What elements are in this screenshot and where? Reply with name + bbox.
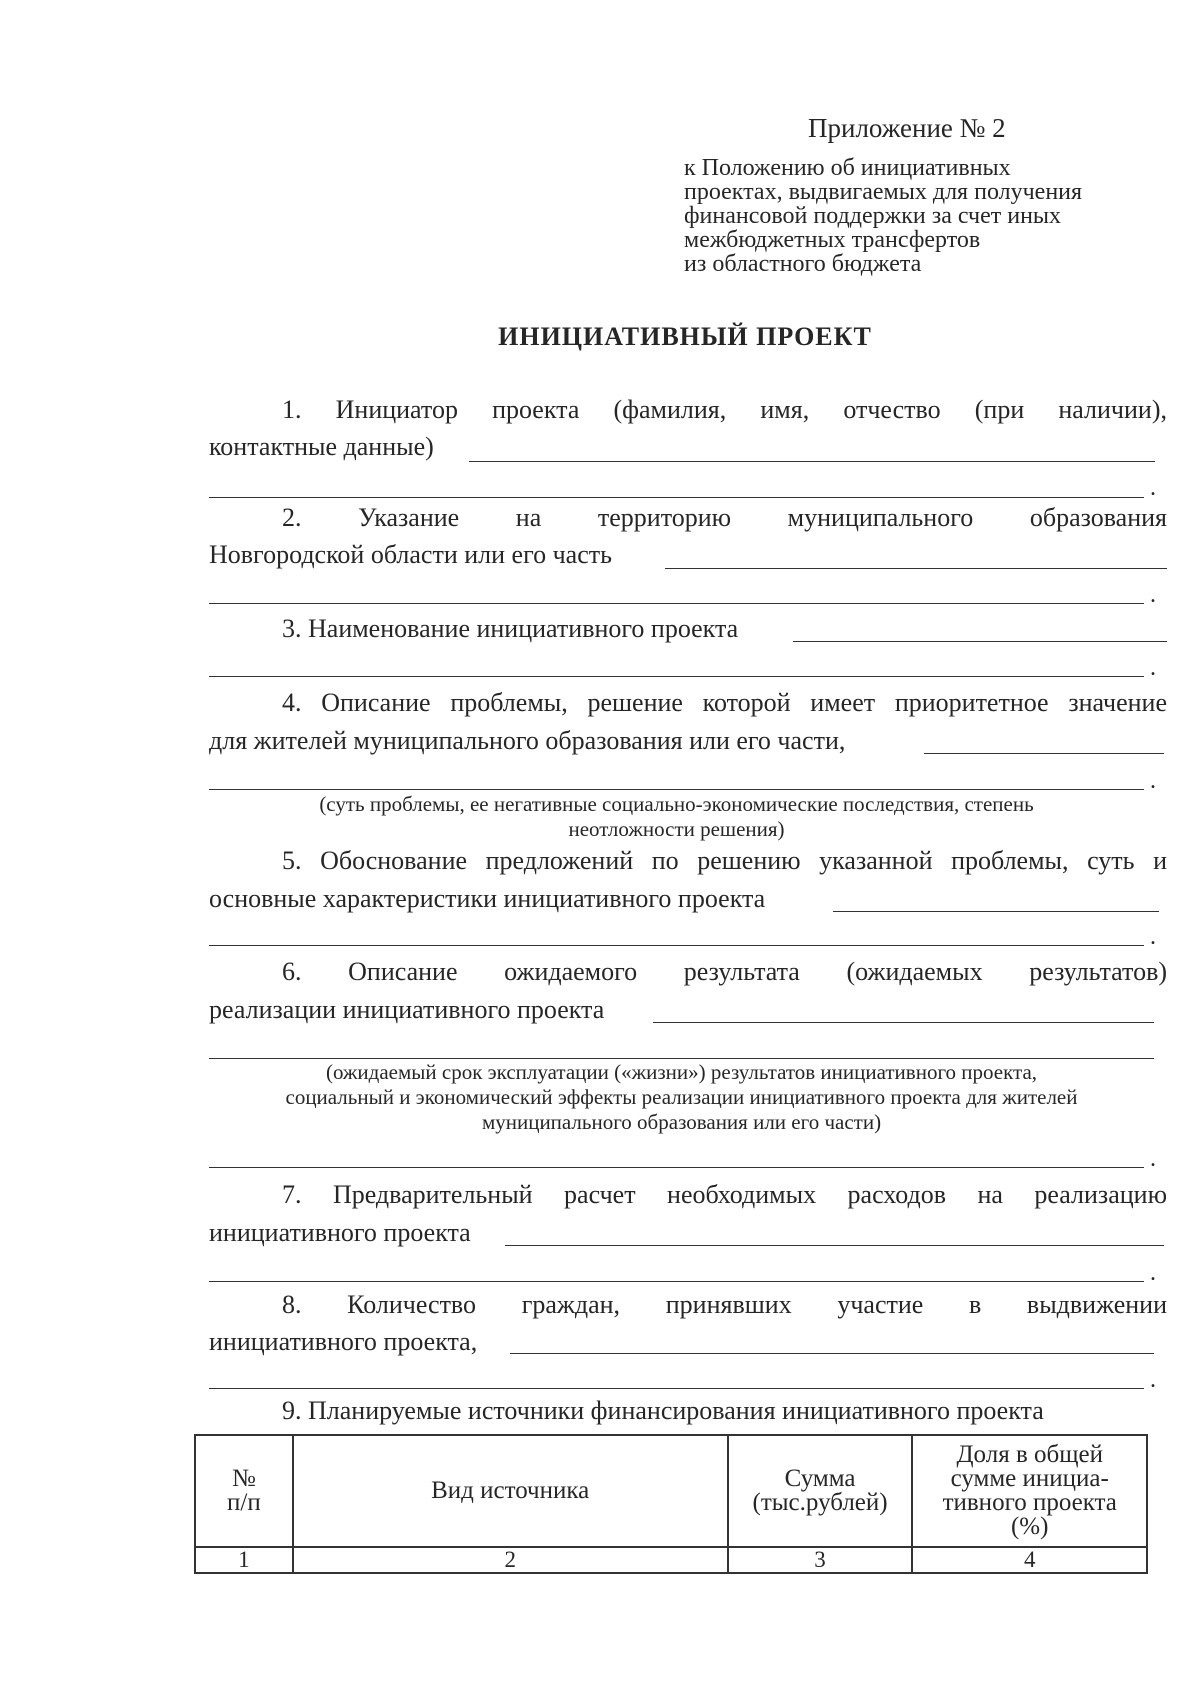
basis-line: к Положению об инициативных (684, 155, 1011, 181)
section-7-field[interactable] (505, 1245, 1164, 1246)
column-number-cell: 2 (293, 1547, 728, 1573)
section-5-field-2[interactable] (209, 945, 1144, 946)
section-9-label: 9. Планируемые источники финансирования инициативного проекта (282, 1396, 1044, 1425)
end-dot: . (1150, 768, 1156, 794)
section-8-label: инициативного проекта, (209, 1327, 478, 1356)
page-title: ИНИЦИАТИВНЫЙ ПРОЕКТ (498, 322, 872, 351)
section-2-field-2[interactable] (209, 603, 1144, 604)
basis-line: проектах, выдвигаемых для получения (684, 179, 1083, 205)
header-cell-amount: Сумма (тыс.рублей) (728, 1435, 913, 1547)
section-2-label: Новгородской области или его часть (209, 540, 612, 569)
section-4-field[interactable] (924, 753, 1164, 754)
basis-line: из областного бюджета (684, 251, 922, 277)
section-4-label: для жителей муниципального образования или его части, (209, 726, 846, 755)
column-number-cell: 1 (195, 1547, 293, 1573)
section-6-field-2[interactable] (209, 1058, 1154, 1059)
section-5-label: основные характеристики инициативного проекта (209, 884, 766, 913)
section-2-field[interactable] (665, 568, 1167, 569)
financing-table (194, 1434, 1148, 1574)
note-line: социальный и экономический эффекты реализации инициативного проекта для жителей (285, 1085, 1078, 1109)
column-number-cell: 4 (912, 1547, 1147, 1573)
section-6-label: реализации инициативного проекта (209, 995, 605, 1024)
header-cell-source-type: Вид источника (293, 1435, 728, 1547)
header-cell-share: Доля в общей сумме инициа- тивного проекта (%) (912, 1435, 1147, 1547)
section-6-field-3[interactable] (209, 1167, 1144, 1168)
section-8-field[interactable] (510, 1353, 1154, 1354)
section-1-text: 1. Инициатор проекта (фамилия, имя, отчество (при наличии), (282, 395, 1167, 424)
section-6-note (209, 1060, 1154, 1135)
table-number-row (195, 1547, 1147, 1573)
section-7-label: инициативного проекта (209, 1218, 471, 1247)
appendix-basis (684, 156, 1082, 276)
section-3-label: 3. Наименование инициативного проекта (282, 614, 739, 643)
basis-line: финансовой поддержки за счет иных (684, 203, 1062, 229)
section-4-field-2[interactable] (209, 789, 1144, 790)
end-dot: . (1150, 582, 1156, 608)
section-1-field[interactable] (469, 461, 1155, 462)
section-4-text: 4. Описание проблемы, решение которой имеет приоритетное значение (282, 688, 1167, 717)
column-number-cell: 3 (728, 1547, 913, 1573)
section-5-text: 5. Обоснование предложений по решению указанной проблемы, суть и (282, 846, 1167, 875)
note-line: муниципального образования или его части) (481, 1110, 882, 1134)
section-1-field-2[interactable] (209, 497, 1144, 498)
section-8-field-2[interactable] (209, 1388, 1144, 1389)
end-dot: . (1150, 1146, 1156, 1172)
section-8-text: 8. Количество граждан, принявших участие в выдвижении (282, 1290, 1167, 1319)
end-dot: . (1150, 475, 1156, 501)
section-5-field[interactable] (833, 911, 1159, 912)
section-6-field[interactable] (653, 1022, 1154, 1023)
section-2-text: 2. Указание на территорию муниципального образования (282, 503, 1167, 532)
end-dot: . (1150, 924, 1156, 950)
end-dot: . (1150, 1367, 1156, 1393)
section-7-field-2[interactable] (209, 1281, 1144, 1282)
table-header-row (195, 1435, 1147, 1547)
end-dot: . (1150, 655, 1156, 681)
section-6-text: 6. Описание ожидаемого результата (ожидаемых результатов) (282, 957, 1167, 986)
section-1-label: контактные данные) (209, 432, 434, 461)
basis-line: межбюджетных трансфертов (684, 227, 981, 253)
header-cell-number: № п/п (195, 1435, 293, 1547)
section-3-field-2[interactable] (209, 676, 1144, 677)
note-line: (суть проблемы, ее негативные социально-экономические последствия, степень (319, 792, 1034, 816)
section-4-note (209, 792, 1144, 842)
section-7-text: 7. Предварительный расчет необходимых расходов на реализацию (282, 1180, 1167, 1209)
note-line: (ожидаемый срок эксплуатации («жизни») результатов инициативного проекта, (325, 1060, 1038, 1084)
section-3-field[interactable] (793, 641, 1167, 642)
end-dot: . (1150, 1260, 1156, 1286)
note-line: неотложности решения) (568, 817, 785, 841)
appendix-label: Приложение № 2 (808, 113, 1006, 143)
